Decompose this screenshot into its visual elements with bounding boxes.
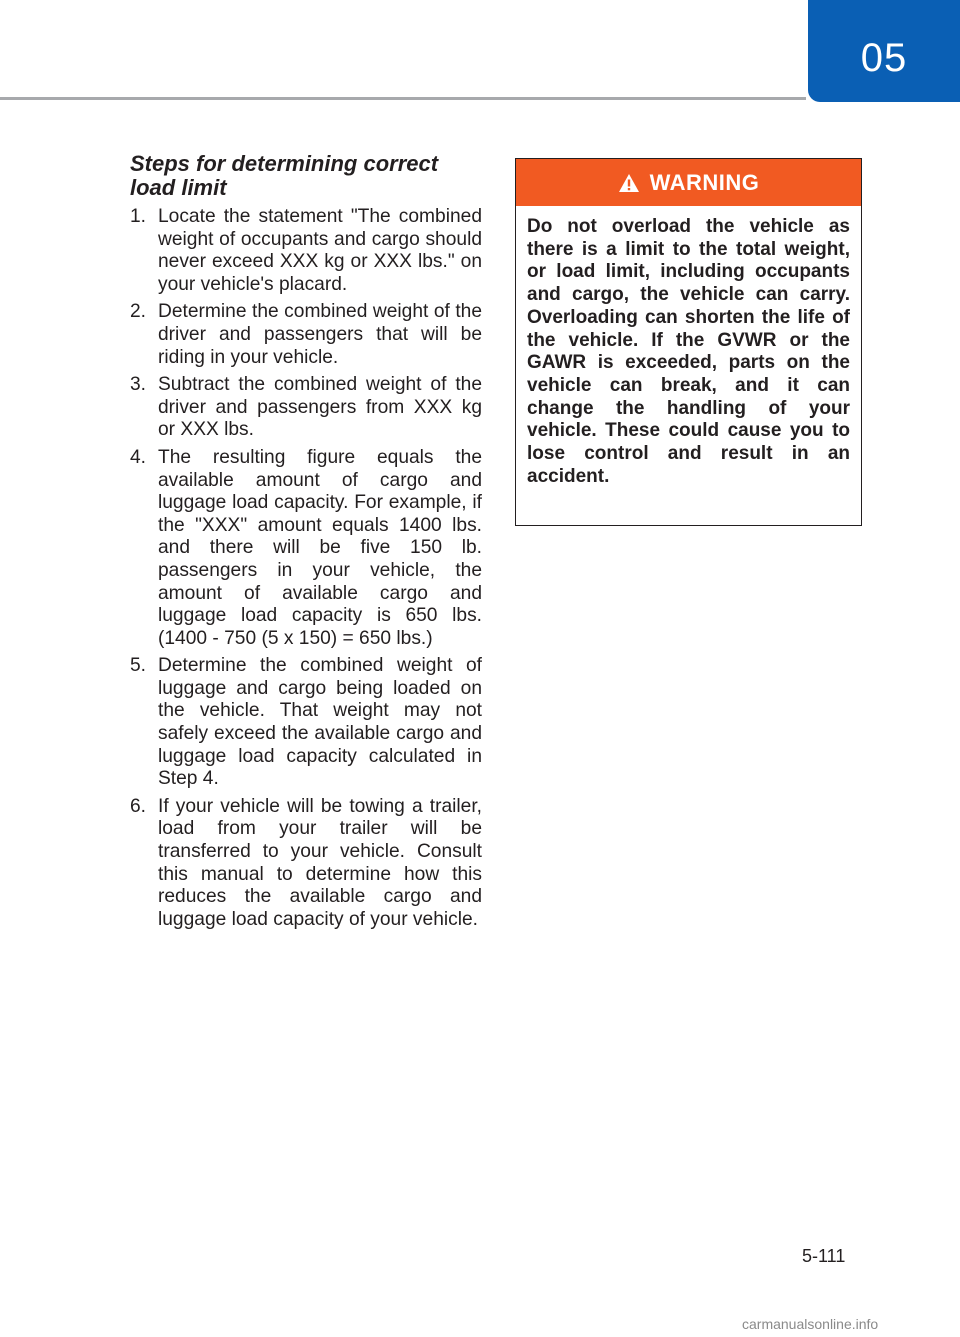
step-text: Determine the combined weight of luggage and cargo being loaded on the vehicle. That weight may not safely exceed the available cargo and luggage load capacity calculated in Step 4. (158, 655, 482, 790)
step-text: If your vehicle will be towing a trailer, load from your trailer will be transferred to your vehicle. Consult this manual to determine how this reduces the available cargo and luggage load capacity of your vehicle. (158, 795, 482, 930)
warning-title: WARNING (649, 169, 760, 195)
step-number: 4. (130, 446, 147, 468)
chapter-tab (808, 0, 960, 102)
step-item (130, 447, 482, 650)
step-item (130, 374, 482, 442)
step-item (130, 655, 482, 791)
step-item (130, 796, 482, 932)
page-number: 5-111 (802, 1246, 846, 1266)
step-number: 1. (130, 206, 147, 227)
warning-box (515, 158, 862, 526)
warning-triangle-icon (618, 173, 640, 193)
header-rule (0, 97, 806, 100)
step-text: Determine the combined weight of the driver and passengers that will be riding in your vehicle. (158, 301, 482, 368)
step-item (130, 301, 482, 369)
step-number: 2. (130, 301, 147, 323)
step-text: Subtract the combined weight of the driver and passengers from XXX kg or XXX lbs. (158, 374, 482, 441)
step-number: 3. (130, 374, 147, 396)
load-limit-section (130, 152, 482, 936)
step-item (130, 206, 482, 296)
step-number: 6. (130, 795, 147, 817)
chapter-number: 05 (860, 35, 908, 80)
steps-list (130, 206, 482, 931)
step-text: The resulting figure equals the available amount of cargo and luggage load capacity. For example, if the "XXX" amount equals 1400 lbs. and there will be five 150 lb. passengers in your vehicle, the amount of available cargo and luggage load capacity is 650 lbs. (1400 - 750 (5 x 150) = 650 lbs.) (158, 446, 482, 649)
step-text: Locate the statement "The combined weight of occupants and cargo should never exceed XXX kg or XXX lbs." on your vehicle's placard. (158, 206, 482, 295)
watermark: carmanualsonline.info (742, 1316, 879, 1332)
warning-text: Do not overload the vehicle as there is a limit to the total weight, or load limit, including occupants and cargo, the vehicle can carry. Overloading can shorten the life of the vehicle. If the GVWR or the GAWR is exceeded, parts on the vehicle can break, and it can change the handling of your vehicle. These could cause you to lose control and result in an accident. (527, 216, 850, 487)
step-number: 5. (130, 655, 147, 677)
warning-header (516, 159, 861, 206)
section-heading: Steps for determining correct load limit (130, 151, 439, 200)
